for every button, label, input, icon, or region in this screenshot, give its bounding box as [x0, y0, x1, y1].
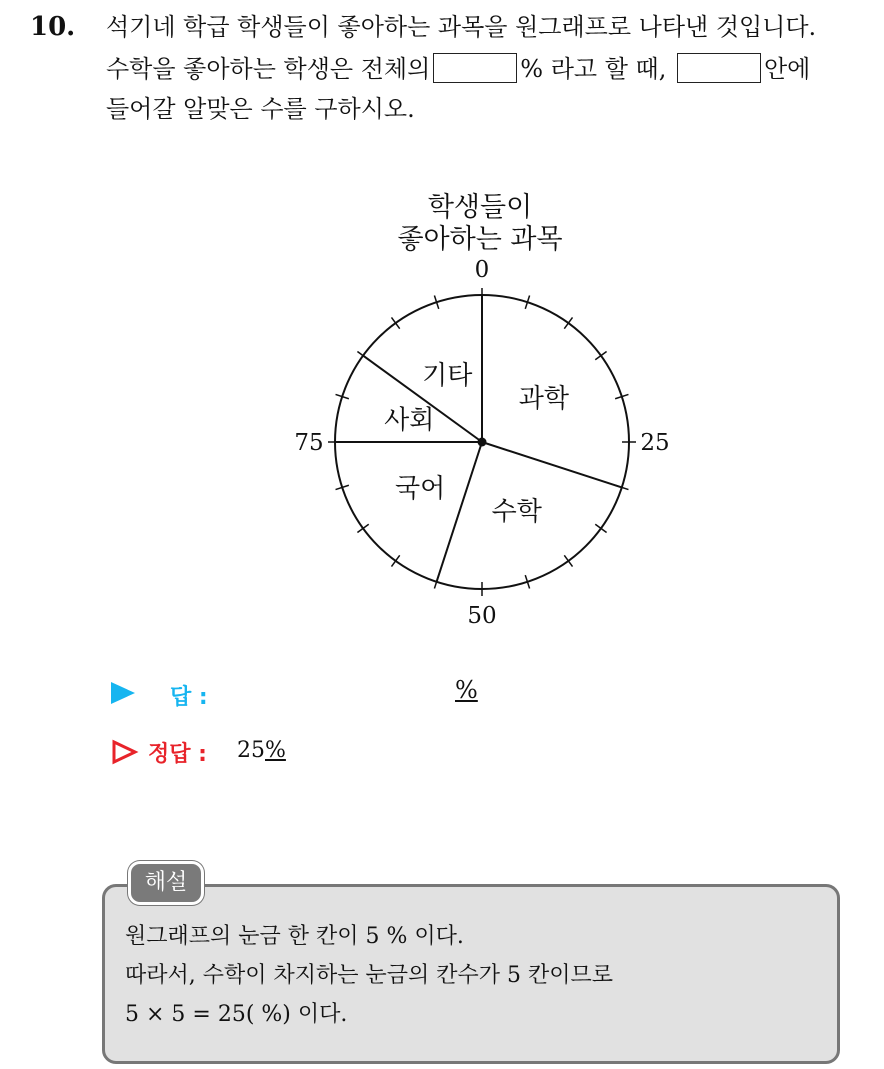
question-line-2 — [106, 52, 810, 86]
pie-tick-label: 0 — [474, 257, 490, 283]
correct-answer-unit: % — [265, 738, 286, 763]
correct-arrow-icon — [111, 739, 139, 765]
pie-tick-label: 50 — [467, 603, 497, 629]
chart-title-line-2: 좋아하는 과목 — [397, 224, 563, 255]
explanation-line-2: 따라서, 수학이 차지하는 눈금의 칸수가 5 칸이므로 — [125, 963, 613, 988]
pie-chart — [280, 255, 680, 635]
answer-arrow-icon — [111, 682, 135, 704]
pie-slice-label: 과학 — [518, 384, 569, 415]
explanation-line-1: 원그래프의 눈금 한 칸이 5 % 이다. — [125, 924, 464, 949]
correct-label: 정답 : — [148, 742, 207, 767]
correct-answer — [237, 738, 286, 763]
answer-blank-box — [433, 53, 517, 83]
blank-box-reference — [677, 53, 761, 83]
answer-label: 답 : — [170, 685, 208, 710]
pie-slice-label: 수학 — [491, 497, 542, 528]
question-line-3: 들어갈 알맞은 수를 구하시오. — [106, 95, 415, 123]
question-number: 10. — [30, 12, 76, 42]
pie-center-dot — [478, 438, 487, 447]
answer-unit: % — [455, 676, 478, 704]
explanation-tag: 해설 — [128, 861, 204, 905]
pie-slice-label: 기타 — [422, 360, 473, 391]
correct-answer-value: 25 — [237, 738, 265, 763]
pie-tick-label: 25 — [640, 430, 670, 456]
question-line-2-part-1: 수학을 좋아하는 학생은 전체의 — [106, 55, 431, 83]
explanation-line-3: 5 × 5 = 25( %) 이다. — [125, 1002, 348, 1027]
pie-slice-label: 국어 — [395, 473, 446, 504]
pie-slice-label: 사회 — [384, 405, 435, 436]
question-line-1: 석기네 학급 학생들이 좋아하는 과목을 원그래프로 나타낸 것입니다. — [106, 13, 817, 41]
question-line-2-part-2: % 라고 할 때, — [520, 55, 667, 83]
chart-title-line-1: 학생들이 — [427, 192, 533, 223]
pie-tick-label: 75 — [294, 430, 324, 456]
question-line-2-part-3: 안에 — [763, 55, 811, 83]
